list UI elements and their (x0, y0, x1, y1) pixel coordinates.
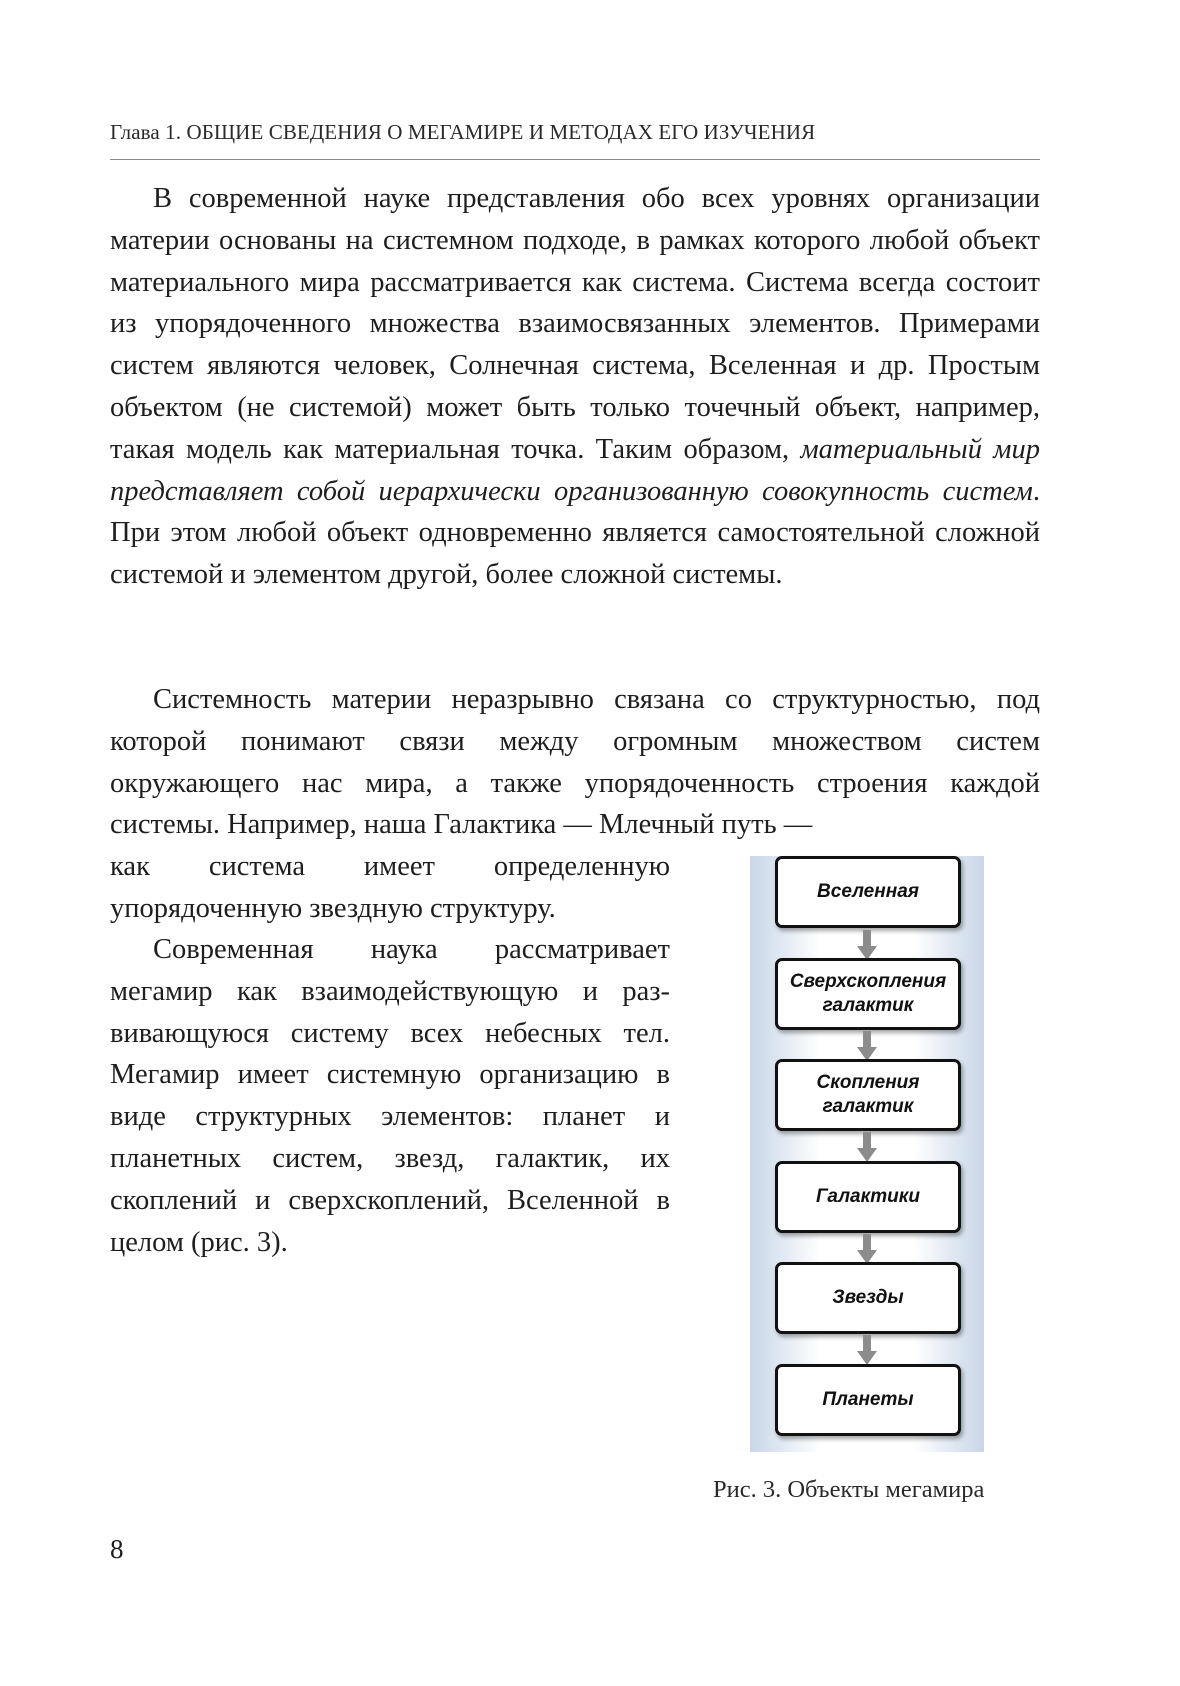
header-divider (110, 159, 1040, 160)
paragraph-structure-continued: как система имеет определенную упорядоченную звездную структуру. (110, 851, 670, 924)
megaworld-hierarchy-diagram (750, 856, 984, 1452)
running-header: Глава 1. ОБЩИЕ СВЕДЕНИЯ О МЕГАМИРЕ И МЕТОДАХ ЕГО ИЗУЧЕНИЯ (110, 120, 816, 144)
paragraph-megaworld: Современная наука рассматривает мегамир как взаимодействующую и развивающуюся систему всех небесных тел. Мегамир имеет системную организацию в виде структурных элементов: планет и планетных систем, звезд, галактик, их скоплений и сверхскоплений, Вселенной в целом (рис. 3). (110, 934, 670, 1258)
arrow-down-icon (857, 1132, 877, 1162)
arrow-down-icon (857, 930, 877, 960)
diagram-box-superclusters: Сверхскопления галактик (775, 958, 961, 1030)
arrow-down-icon (857, 1335, 877, 1365)
diagram-box-stars: Звезды (775, 1262, 961, 1334)
paragraph-text: . При этом любой объект одновременно является самостоятельной сложной системой и элементом другой, более сложной системы. (110, 475, 1040, 591)
diagram-box-planets: Планеты (775, 1364, 961, 1436)
page-number: 8 (110, 1534, 124, 1564)
arrow-down-icon (857, 1031, 877, 1061)
emphasis-text: материальный мир представляет собой иерархически организованную совокупность систем (110, 433, 1040, 507)
diagram-box-universe: Вселенная (775, 856, 961, 928)
paragraph-systems (110, 178, 1040, 596)
paragraph-text: В современной науке представления обо всех уровнях организации материи основаны на системном подходе, в рамках которого любой объект материального мира рассматривается как система. Система всегда состоит из упорядоченного множества взаимосвязанных элементов. Примерами систем являются человек, Солнечная система, Вселенная и др. Простым объектом (не системой) может быть только точечный объект, например, такая модель как материальная точка. Таким образом, (110, 183, 1040, 465)
arrow-down-icon (857, 1234, 877, 1264)
paragraph-structure: Системность материи неразрывно связана со структурностью, под которой понимают связи между огромным множеством систем окружающего нас мира, а также упорядоченность строения каждой системы. Например, наша Галактика — Млечный путь — (110, 684, 1040, 841)
figure-caption: Рис. 3. Объекты мегамира (713, 1476, 985, 1503)
diagram-box-galaxies: Галактики (775, 1161, 961, 1233)
diagram-box-clusters: Скопления галактик (775, 1059, 961, 1131)
